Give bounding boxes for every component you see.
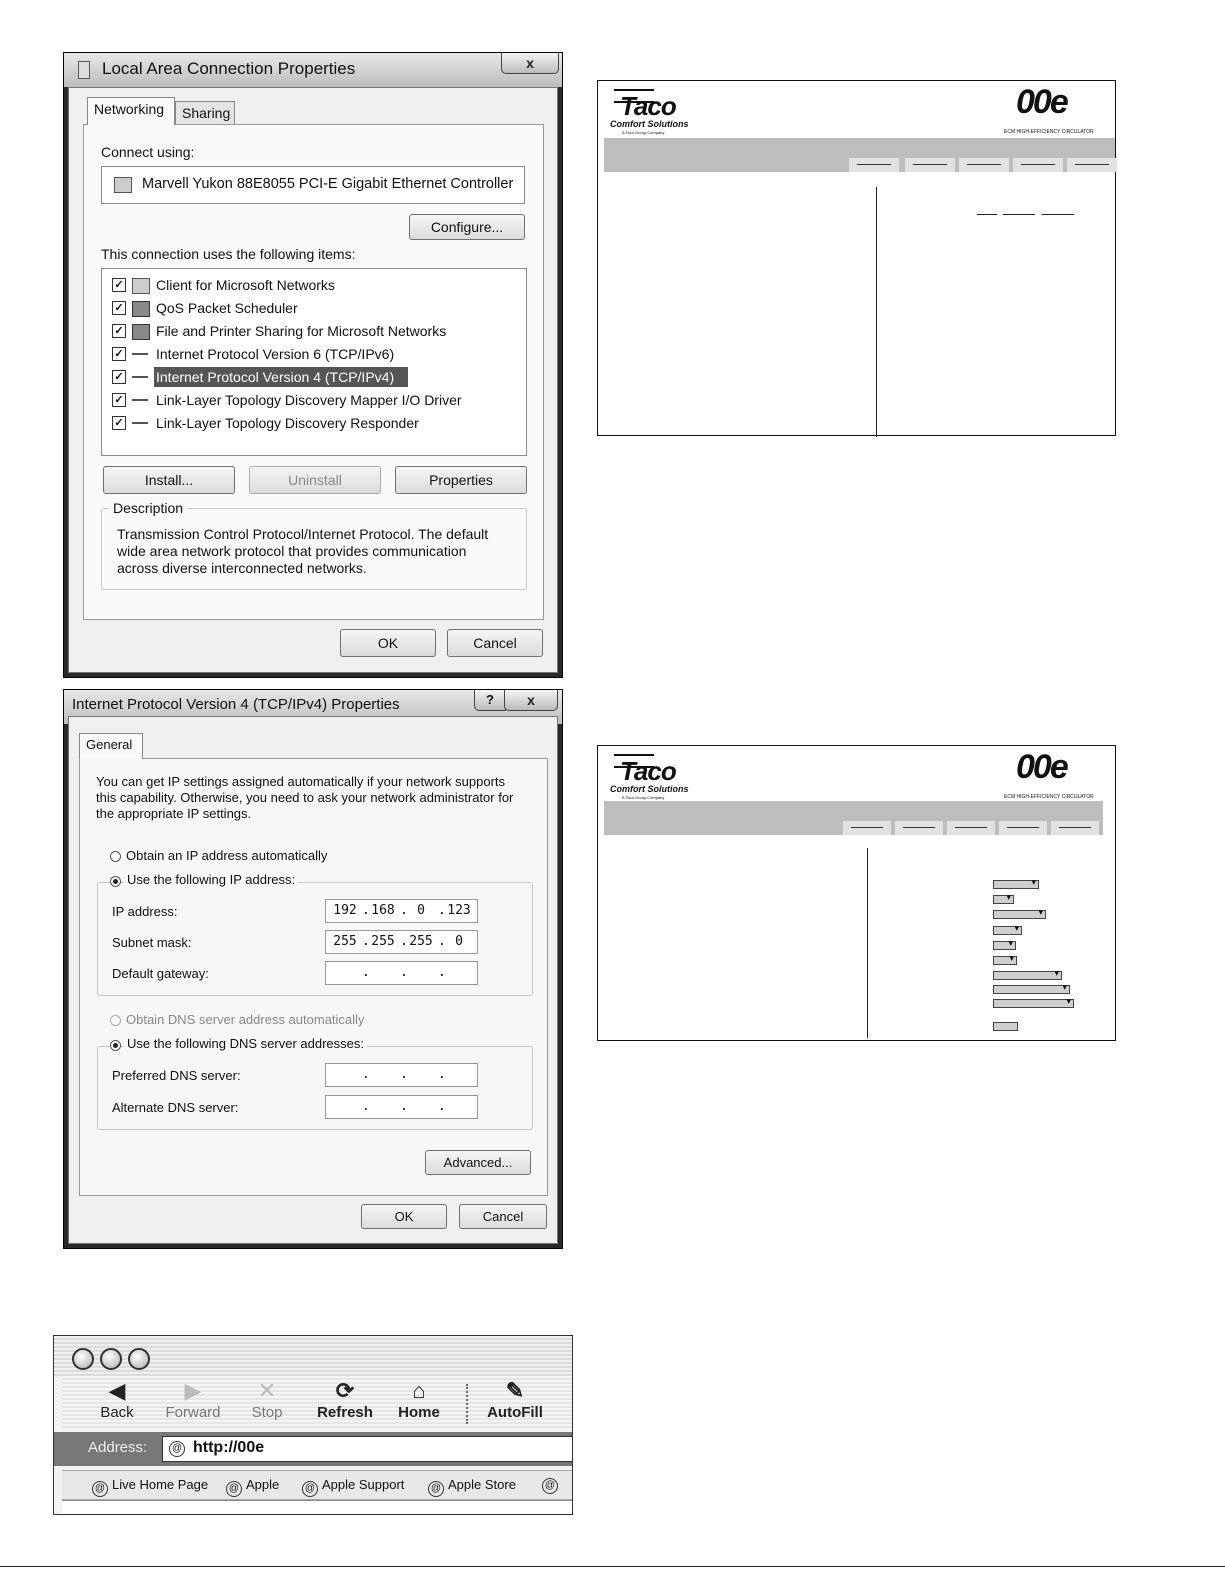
use-dns-radio[interactable] — [110, 1040, 121, 1051]
item-label: Client for Microsoft Networks — [156, 277, 335, 293]
mac-browser-window — [53, 1335, 573, 1515]
autofill-button[interactable] — [480, 1378, 550, 1421]
at-icon: @ — [542, 1478, 558, 1494]
adapter-field — [101, 166, 525, 204]
close-button[interactable]: x — [501, 53, 559, 74]
taco-logo — [608, 750, 708, 800]
uninstall-button[interactable]: Uninstall — [249, 466, 381, 494]
subnet-octet: 0 — [455, 934, 463, 949]
stop-button[interactable] — [242, 1378, 292, 1421]
nav-tab[interactable] — [959, 158, 1009, 172]
obtain-ip-label: Obtain an IP address automatically — [126, 848, 328, 863]
back-button[interactable] — [92, 1378, 142, 1421]
checkbox[interactable]: ✓ — [112, 347, 126, 361]
brand-tag: A Taco Group Company — [622, 130, 665, 135]
nav-tab[interactable] — [849, 158, 899, 172]
favorite-apple[interactable] — [226, 1477, 279, 1497]
back-arrow-icon: ◀ — [108, 1378, 126, 1403]
list-item-selected[interactable] — [110, 367, 510, 387]
favorite-label: Apple — [246, 1477, 280, 1492]
forward-arrow-icon: ▶ — [184, 1378, 202, 1403]
checkbox[interactable]: ✓ — [112, 416, 126, 430]
use-ip-label: Use the following IP address: — [124, 872, 298, 887]
brand-sub: Comfort Solutions — [610, 784, 689, 794]
setting-dropdown[interactable] — [993, 895, 1014, 904]
item-label: Link-Layer Topology Discovery Mapper I/O Driver — [156, 392, 462, 408]
list-item[interactable] — [110, 413, 510, 433]
favorite-label: Apple Support — [322, 1477, 405, 1492]
cancel-button[interactable]: Cancel — [447, 629, 543, 657]
taco-logo — [608, 85, 708, 135]
ip-octet: 123 — [447, 903, 471, 918]
items-label: This connection uses the following items: — [101, 246, 356, 262]
forward-label: Forward — [165, 1404, 221, 1421]
protocol-icon — [132, 399, 148, 401]
checkbox[interactable]: ✓ — [112, 324, 126, 338]
at-icon: @ — [169, 1441, 185, 1457]
help-button[interactable]: ? — [474, 690, 506, 711]
zoom-light-icon[interactable] — [128, 1348, 150, 1370]
home-label: Home — [398, 1404, 440, 1421]
service-icon — [132, 324, 150, 340]
nav-tab[interactable] — [895, 821, 943, 835]
adapter-icon — [114, 177, 132, 193]
protocol-icon — [132, 376, 148, 378]
page-rule — [0, 1566, 1225, 1567]
list-item[interactable] — [110, 321, 510, 341]
close-light-icon[interactable] — [72, 1348, 94, 1370]
list-item[interactable] — [110, 275, 510, 295]
lan-properties-dialog — [63, 52, 563, 678]
item-label: Internet Protocol Version 4 (TCP/IPv4) — [156, 369, 395, 385]
at-icon: @ — [92, 1481, 108, 1497]
ip-octet: 168 — [371, 903, 395, 918]
network-icon — [78, 61, 90, 79]
subnet-octet: 255 — [371, 934, 395, 949]
product-mark: 00e — [1016, 748, 1067, 786]
product-mark: 00e — [1016, 83, 1067, 121]
content-area — [62, 1500, 573, 1515]
favorite-label: Live Home Page — [112, 1477, 209, 1492]
back-label: Back — [100, 1404, 134, 1421]
item-label: File and Printer Sharing for Microsoft Networks — [156, 323, 447, 339]
column-divider — [867, 848, 868, 1038]
refresh-label: Refresh — [317, 1404, 373, 1421]
product-sub: ECM HIGH-EFFICIENCY CIRCULATOR — [1004, 794, 1094, 800]
obtain-dns-label: Obtain DNS server address automatically — [126, 1012, 365, 1027]
setting-dropdown[interactable] — [993, 999, 1074, 1008]
ok-button[interactable]: OK — [361, 1204, 447, 1229]
obtain-ip-radio[interactable] — [110, 851, 121, 862]
nav-band — [604, 801, 1103, 835]
network-client-icon — [132, 278, 150, 294]
favorite-live-home-page[interactable] — [92, 1477, 208, 1497]
setting-dropdown[interactable] — [993, 956, 1017, 965]
product-logo — [998, 750, 1110, 800]
forward-button[interactable] — [158, 1378, 228, 1421]
nav-tab[interactable] — [905, 158, 955, 172]
dialog-body — [68, 87, 558, 673]
intro-text: You can get IP settings assigned automatically if your network supports this capability. Otherwise, you need to ask your network administrator for the appropriate IP settings. — [96, 774, 514, 821]
subnet-octet: 255 — [409, 934, 433, 949]
cancel-button[interactable]: Cancel — [459, 1204, 547, 1229]
refresh-button[interactable] — [310, 1378, 380, 1421]
checkbox[interactable]: ✓ — [112, 393, 126, 407]
list-item[interactable] — [110, 344, 510, 364]
underline-blank — [1003, 214, 1035, 215]
subnet-field[interactable]: 255 . 255 . 255 . 0 — [325, 930, 478, 954]
protocol-icon — [132, 353, 148, 355]
checkbox[interactable]: ✓ — [112, 301, 126, 315]
alternate-dns-label: Alternate DNS server: — [112, 1100, 239, 1115]
home-button[interactable] — [394, 1378, 444, 1421]
stop-x-icon: ✕ — [257, 1378, 277, 1403]
list-item[interactable] — [110, 298, 510, 318]
taco-web-page-2 — [597, 745, 1116, 1041]
preferred-dns-field[interactable]: . . . — [325, 1063, 478, 1087]
brand-sub: Comfort Solutions — [610, 119, 689, 129]
ok-button[interactable]: OK — [340, 629, 436, 657]
nav-tab[interactable] — [843, 821, 891, 835]
checkbox[interactable]: ✓ — [112, 370, 126, 384]
tab-sharing[interactable]: Sharing — [175, 101, 235, 125]
nav-tab[interactable] — [1067, 158, 1117, 172]
at-icon: @ — [428, 1481, 444, 1497]
install-button[interactable]: Install... — [103, 466, 235, 494]
ipv4-properties-dialog — [63, 689, 563, 1249]
advanced-button[interactable]: Advanced... — [425, 1150, 531, 1175]
at-icon: @ — [226, 1481, 242, 1497]
home-icon: ⌂ — [412, 1378, 426, 1403]
item-label: QoS Packet Scheduler — [156, 300, 298, 316]
brand-name: Taco — [620, 756, 676, 786]
setting-dropdown[interactable] — [993, 985, 1070, 994]
ip-octet: 192 — [333, 903, 357, 918]
setting-dropdown[interactable] — [993, 880, 1039, 889]
brand-tag: A Taco Group Company — [622, 795, 665, 800]
alternate-dns-field[interactable]: . . . — [325, 1095, 478, 1119]
dialog-title: Local Area Connection Properties — [102, 59, 356, 78]
setting-dropdown[interactable] — [993, 941, 1016, 950]
description-text: Transmission Control Protocol/Internet Protocol. The default wide area network protocol that provides communication across diverse interconnected networks. — [117, 526, 489, 576]
tab-general[interactable]: General — [79, 733, 143, 759]
gateway-field[interactable]: . . . — [325, 961, 478, 985]
stop-label: Stop — [251, 1404, 283, 1421]
ip-address-label: IP address: — [112, 904, 178, 919]
connect-using-label: Connect using: — [101, 144, 195, 160]
submit-button[interactable] — [993, 1022, 1018, 1031]
dialog-title: Internet Protocol Version 4 (TCP/IPv4) Properties — [72, 696, 400, 713]
nav-tab[interactable] — [1051, 821, 1099, 835]
subnet-label: Subnet mask: — [112, 935, 192, 950]
address-value: http://00e — [193, 1439, 265, 1456]
close-button[interactable]: x — [504, 690, 558, 711]
preferred-dns-label: Preferred DNS server: — [112, 1068, 241, 1083]
checkbox[interactable]: ✓ — [112, 278, 126, 292]
description-legend: Description — [109, 500, 187, 516]
properties-button[interactable]: Properties — [395, 466, 527, 494]
minimize-light-icon[interactable] — [100, 1348, 122, 1370]
obtain-dns-radio[interactable] — [110, 1015, 121, 1026]
item-label: Internet Protocol Version 6 (TCP/IPv6) — [156, 346, 395, 362]
subnet-octet: 255 — [333, 934, 357, 949]
autofill-pen-icon: ✎ — [505, 1378, 525, 1403]
at-icon: @ — [302, 1481, 318, 1497]
list-item[interactable] — [110, 390, 510, 410]
refresh-icon: ⟳ — [335, 1378, 355, 1403]
favorite-label: Apple Store — [448, 1477, 516, 1492]
adapter-name: Marvell Yukon 88E8055 PCI-E Gigabit Ethernet Controller — [142, 176, 514, 192]
column-divider — [876, 187, 877, 437]
product-sub: ECM HIGH-EFFICIENCY CIRCULATOR — [1004, 129, 1094, 135]
use-dns-label: Use the following DNS server addresses: — [124, 1036, 367, 1051]
tab-networking[interactable]: Networking — [87, 97, 175, 125]
setting-dropdown[interactable] — [993, 910, 1046, 919]
underline-blank — [977, 214, 997, 215]
item-label: Link-Layer Topology Discovery Responder — [156, 415, 419, 431]
protocol-icon — [132, 422, 148, 424]
toolbar-separator — [466, 1384, 468, 1424]
favorite-apple-store[interactable] — [428, 1477, 516, 1497]
gateway-label: Default gateway: — [112, 966, 209, 981]
address-input[interactable] — [162, 1436, 573, 1462]
setting-dropdown[interactable] — [993, 926, 1022, 935]
nav-tab[interactable] — [947, 821, 995, 835]
service-icon — [132, 301, 150, 317]
nav-band — [604, 138, 1115, 172]
dialog-titlebar — [64, 53, 562, 87]
nav-tab[interactable] — [999, 821, 1047, 835]
taco-web-page-1 — [597, 80, 1116, 436]
underline-blank — [1042, 214, 1074, 215]
ip-octet: 0 — [417, 903, 425, 918]
favorite-apple-support[interactable] — [302, 1477, 404, 1497]
brand-name: Taco — [620, 91, 676, 121]
items-list — [101, 268, 527, 456]
use-ip-radio[interactable] — [110, 876, 121, 887]
ip-address-field[interactable]: 192 . 168 . 0 . 123 — [325, 899, 478, 923]
autofill-label: AutoFill — [487, 1404, 543, 1421]
product-logo — [998, 85, 1110, 135]
setting-dropdown[interactable] — [993, 971, 1062, 980]
nav-tab[interactable] — [1013, 158, 1063, 172]
dialog-body — [68, 716, 558, 1244]
address-label: Address: — [88, 1439, 148, 1456]
configure-button[interactable]: Configure... — [409, 214, 525, 240]
